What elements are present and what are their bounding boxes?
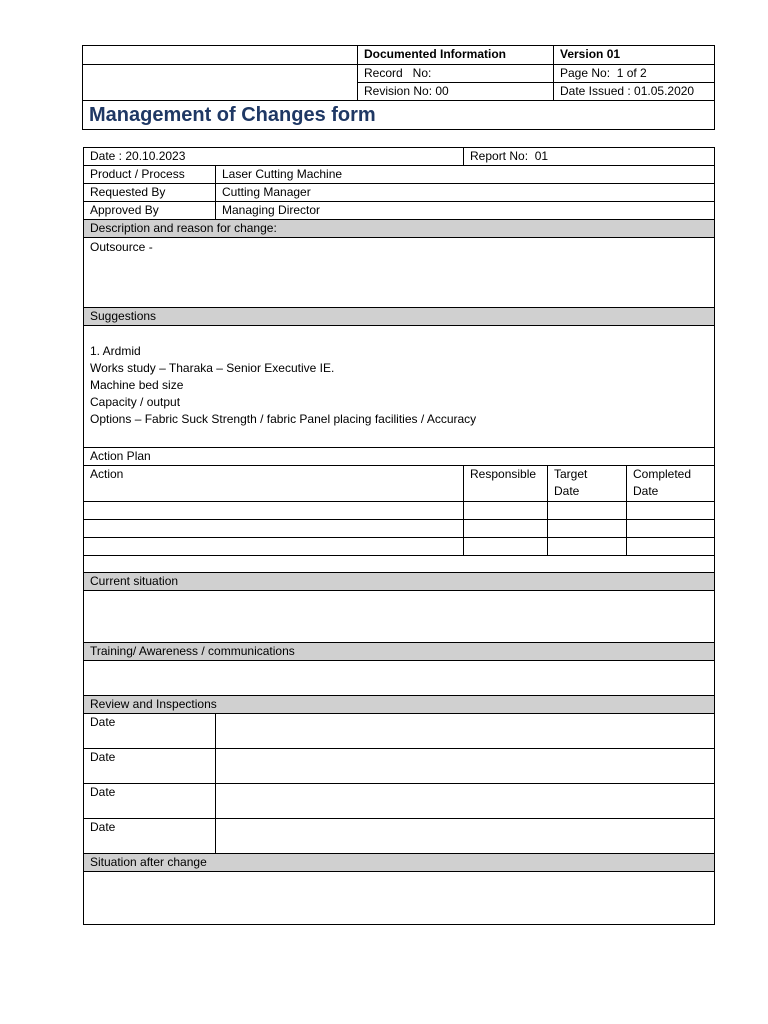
- current-situation-field[interactable]: [84, 591, 715, 643]
- completed-date-cell[interactable]: [627, 520, 715, 538]
- responsible-cell[interactable]: [464, 502, 548, 520]
- current-situation-heading: Current situation: [84, 573, 715, 591]
- review-date-label: Date: [84, 749, 216, 784]
- change-form-table: [83, 147, 715, 925]
- completed-date-cell[interactable]: [627, 538, 715, 556]
- action-plan-row: [84, 538, 715, 556]
- target-date-line-2: Date: [554, 484, 580, 498]
- documented-information-label: Documented Information: [358, 46, 554, 65]
- review-date-label: Date: [84, 819, 216, 854]
- review-entry-field[interactable]: [216, 819, 715, 854]
- suggestion-line: Works study – Tharaka – Senior Executive IE.: [90, 361, 335, 375]
- suggestion-line: 1. Ardmid: [90, 344, 141, 358]
- page-title: Management of Changes form: [83, 101, 715, 130]
- suggestion-line: Capacity / output: [90, 395, 181, 409]
- header-blank-cell: [83, 46, 358, 65]
- suggestion-line: Options – Fabric Suck Strength / fabric Panel placing facilities / Accuracy: [90, 412, 477, 426]
- report-no-field: Report No: 01: [464, 148, 715, 166]
- action-plan-row: [84, 520, 715, 538]
- action-cell[interactable]: [84, 502, 464, 520]
- date-issued-label: Date Issued : 01.05.2020: [554, 83, 715, 101]
- action-cell[interactable]: [84, 520, 464, 538]
- description-field: Outsource -: [84, 238, 715, 308]
- requested-by-label: Requested By: [84, 184, 216, 202]
- action-plan-row: [84, 502, 715, 520]
- review-date-label: Date: [84, 714, 216, 749]
- review-entry-field[interactable]: [216, 784, 715, 819]
- target-date-cell[interactable]: [548, 538, 627, 556]
- review-heading: Review and Inspections: [84, 696, 715, 714]
- requested-by-value: Cutting Manager: [216, 184, 715, 202]
- action-column-header: Action: [84, 466, 464, 502]
- action-plan-heading: Action Plan: [84, 448, 715, 466]
- completed-date-line-2: Date: [633, 484, 659, 498]
- completed-date-column-header: [627, 466, 715, 502]
- training-heading: Training/ Awareness / communications: [84, 643, 715, 661]
- header-blank-cell-2: [83, 65, 358, 101]
- situation-after-change-field[interactable]: [84, 872, 715, 925]
- target-date-cell[interactable]: [548, 502, 627, 520]
- action-cell[interactable]: [84, 538, 464, 556]
- completed-date-cell[interactable]: [627, 502, 715, 520]
- description-heading: Description and reason for change:: [84, 220, 715, 238]
- situation-after-change-heading: Situation after change: [84, 854, 715, 872]
- training-field[interactable]: [84, 661, 715, 696]
- review-entry-field[interactable]: [216, 749, 715, 784]
- version-label: Version 01: [554, 46, 715, 65]
- revision-no-label: Revision No: 00: [358, 83, 554, 101]
- document-header-table: [82, 45, 715, 130]
- product-process-label: Product / Process: [84, 166, 216, 184]
- review-entry-field[interactable]: [216, 714, 715, 749]
- action-plan-spacer-row: [84, 556, 715, 573]
- product-process-value: Laser Cutting Machine: [216, 166, 715, 184]
- responsible-cell[interactable]: [464, 520, 548, 538]
- responsible-column-header: Responsible: [464, 466, 548, 502]
- approved-by-label: Approved By: [84, 202, 216, 220]
- completed-date-line-1: Completed: [633, 467, 692, 481]
- record-no-label: Record No:: [358, 65, 554, 83]
- date-field: Date : 20.10.2023: [84, 148, 464, 166]
- target-date-column-header: [548, 466, 627, 502]
- target-date-cell[interactable]: [548, 520, 627, 538]
- suggestion-line: Machine bed size: [90, 378, 184, 392]
- page-no-label: Page No: 1 of 2: [554, 65, 715, 83]
- suggestions-field: [84, 326, 715, 448]
- responsible-cell[interactable]: [464, 538, 548, 556]
- suggestions-heading: Suggestions: [84, 308, 715, 326]
- review-date-label: Date: [84, 784, 216, 819]
- approved-by-value: Managing Director: [216, 202, 715, 220]
- target-date-line-1: Target: [554, 467, 588, 481]
